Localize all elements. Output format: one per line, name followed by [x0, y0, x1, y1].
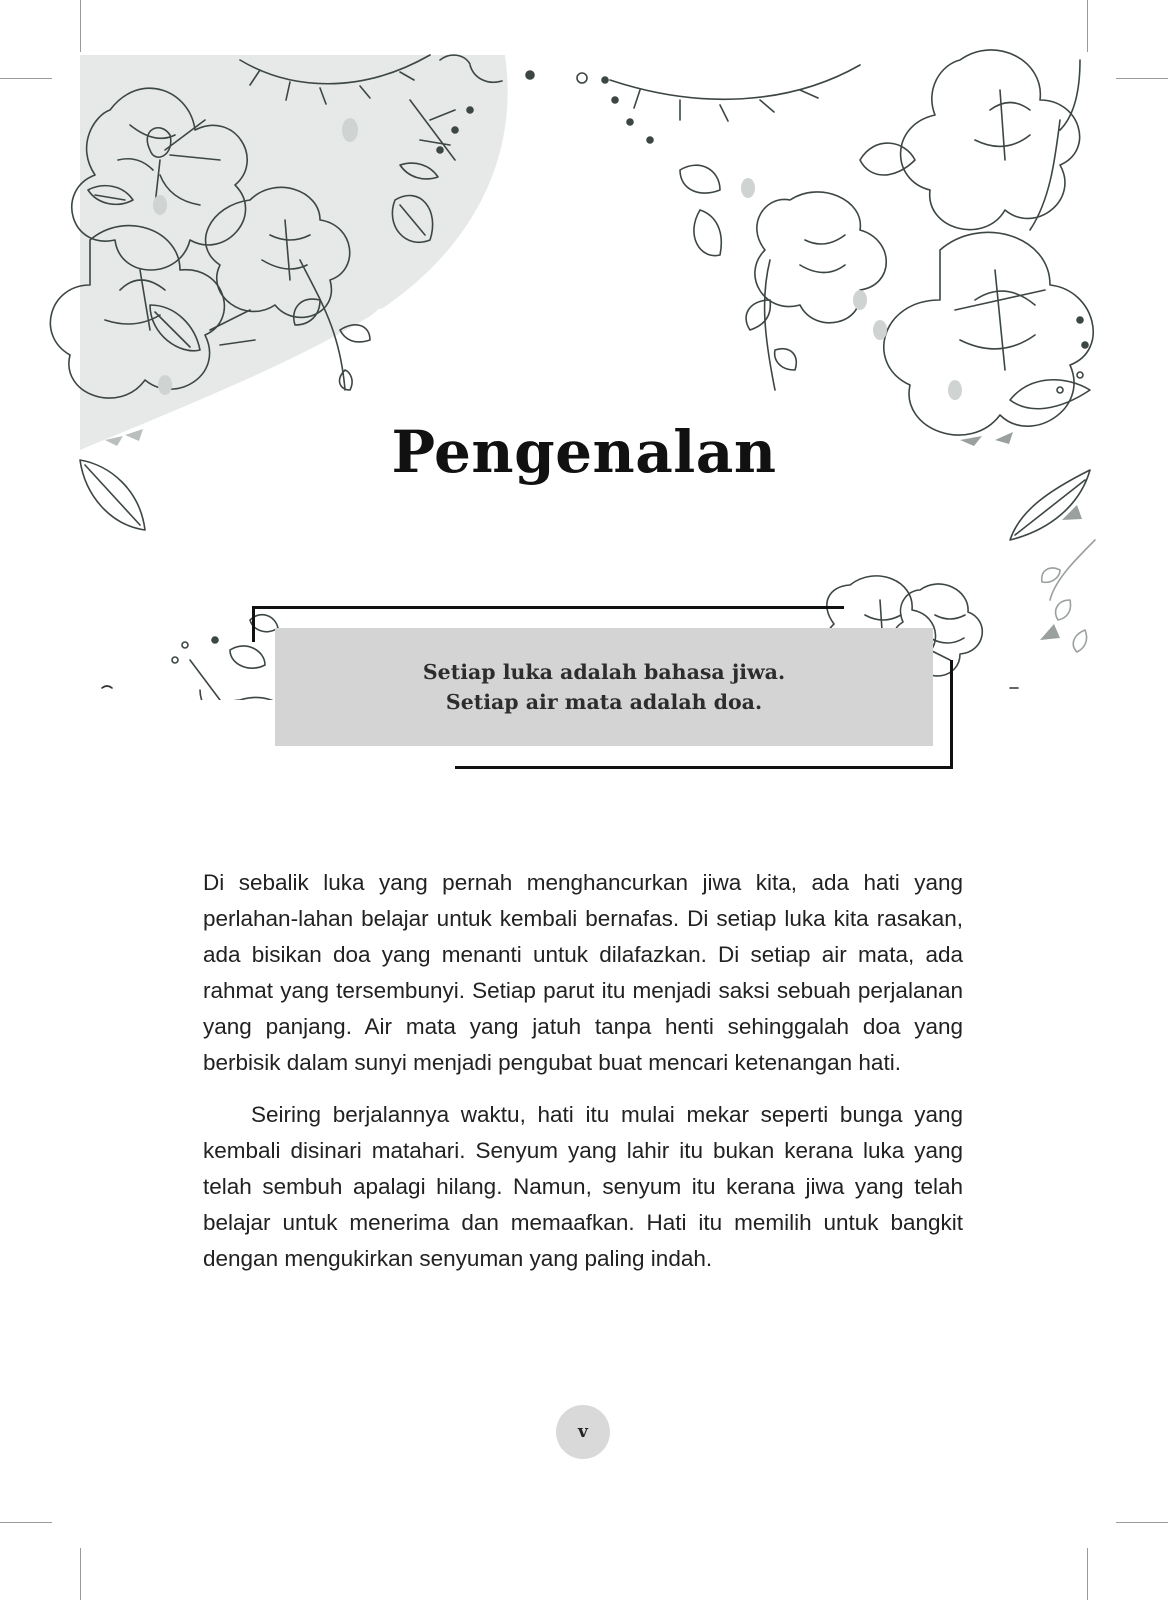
top-right-florals — [577, 50, 1095, 652]
page-number: v — [556, 1405, 610, 1459]
crop-mark — [0, 1522, 52, 1523]
body-text — [203, 865, 963, 1277]
quote-frame-bottom — [455, 766, 953, 769]
quote-box — [275, 628, 933, 746]
quote-line-1: Setiap luka adalah bahasa jiwa. — [422, 660, 786, 684]
quote-frame-right — [950, 660, 953, 768]
floral-decoration — [0, 0, 1168, 700]
crop-mark — [80, 1548, 81, 1600]
quote-frame-top — [252, 606, 844, 609]
page-title: Pengenalan — [391, 418, 777, 486]
quote-frame-left — [252, 606, 255, 642]
crop-mark — [1116, 1522, 1168, 1523]
paragraph: Di sebalik luka yang pernah menghancurkan jiwa kita, ada hati yang perlahan-lahan belajar untuk kembali bernafas. Di setiap luka kita rasakan, ada bisikan doa yang menanti untuk dilafazkan. Di setiap air mata, ada rahmat yang tersembunyi. Setiap parut itu menjadi saksi sebuah perjalanan yang panjang. Air mata yang jatuh tanpa henti sehinggalah doa yang berbisik dalam sunyi menjadi pengubat buat mencari ketenangan hati. — [203, 870, 963, 1075]
paragraph: Seiring berjalannya waktu, hati itu mulai mekar seperti bunga yang kembali disinari matahari. Senyum yang lahir itu bukan kerana luka yang telah sembuh apalagi hilang. Namun, senyum itu kerana jiwa yang telah belajar untuk menerima dan memaafkan. Hati itu memilih untuk bangkit dengan mengukirkan senyuman yang paling indah. — [203, 1102, 963, 1271]
quote-line-2: Setiap air mata adalah doa. — [445, 690, 763, 714]
crop-mark — [1087, 1548, 1088, 1600]
